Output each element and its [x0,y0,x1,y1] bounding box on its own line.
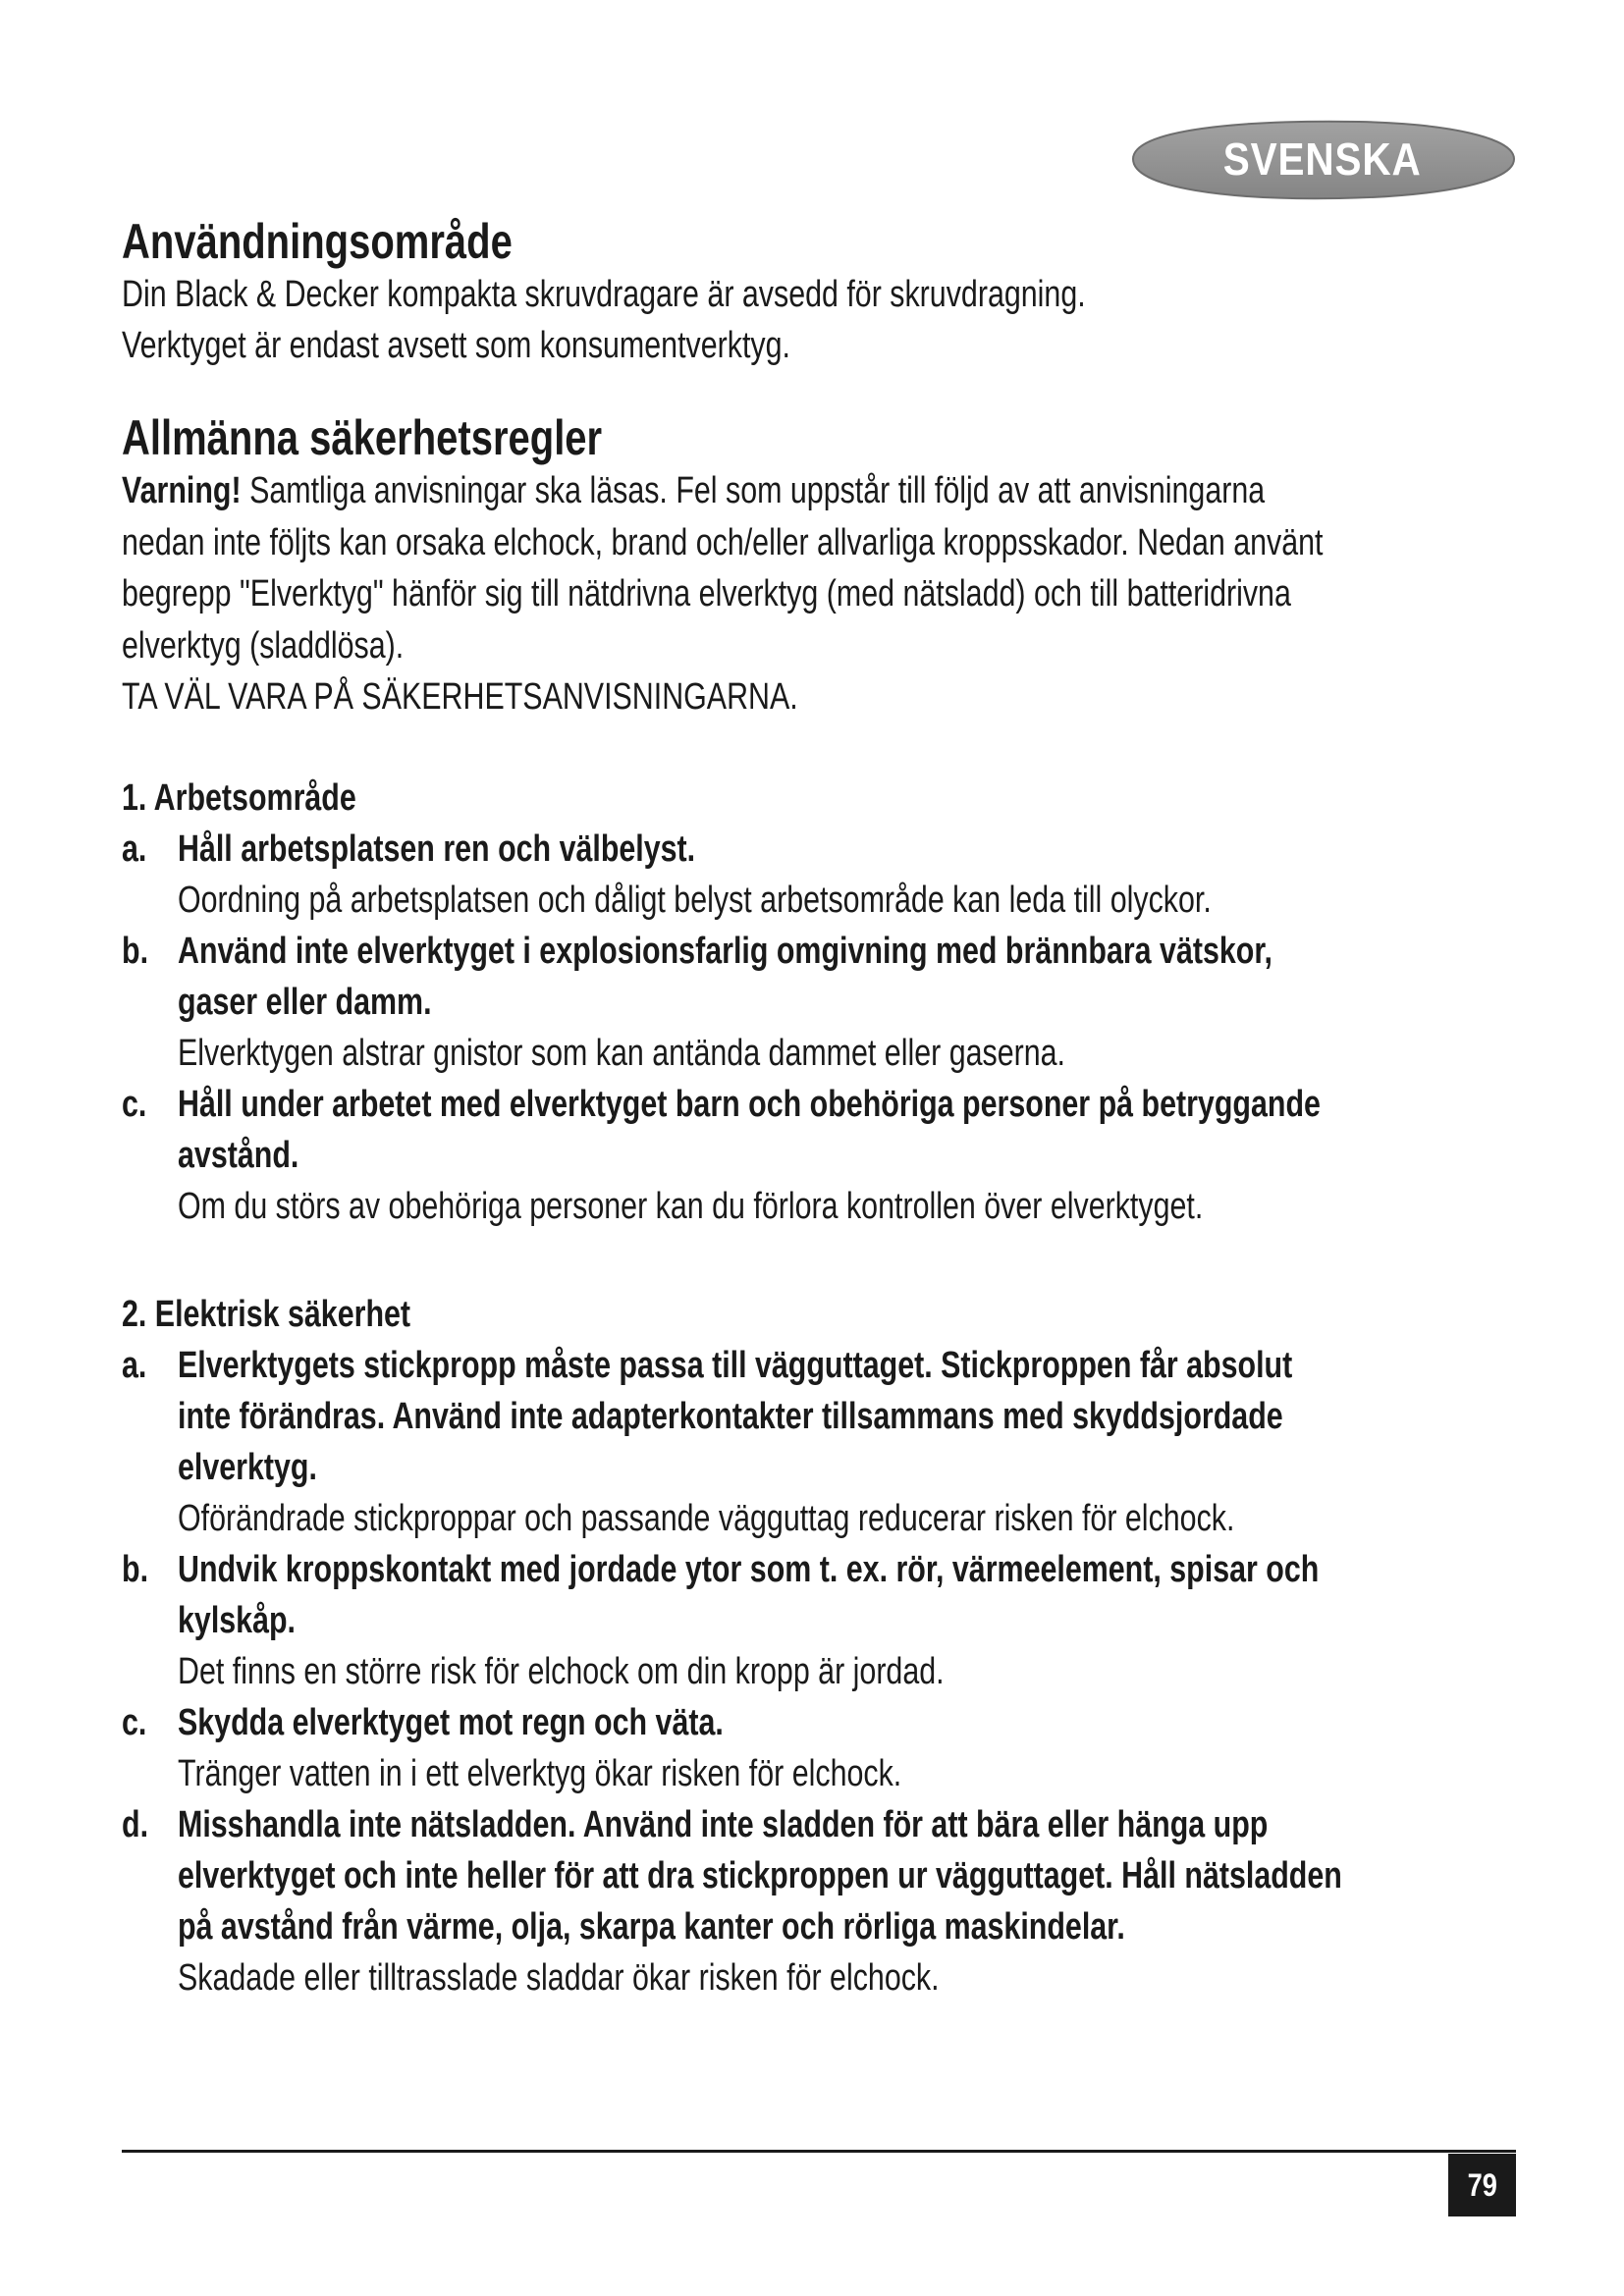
rule-item [122,926,1516,1079]
rule-item [122,1079,1516,1232]
usage-heading: Användningsområde [122,214,513,269]
usage-line: Din Black & Decker kompakta skruvdragare är avsedd för skruvdragning. [122,274,1086,315]
rule-heading: Misshandla inte nätsladden. Använd inte sladden för att bära eller hänga upp [178,1803,1269,1845]
footer-divider [122,2150,1516,2153]
rule-heading: avstånd. [178,1134,299,1176]
rule-description: Skadade eller tilltrasslade sladdar ökar risken för elchock. [178,1956,940,1999]
rule-item [122,1544,1516,1697]
page-content [122,214,1516,2003]
rule-description: Om du störs av obehöriga personer kan du förlora kontrollen över elverktyget. [178,1185,1204,1227]
rule-heading: gaser eller damm. [178,981,432,1023]
rule-heading: Undvik kroppskontakt med jordade ytor som t. ex. rör, värmeelement, spisar och [178,1548,1320,1590]
warning-line: TA VÄL VARA PÅ SÄKERHETSANVISNINGARNA. [122,676,798,718]
rule-item [122,824,1516,926]
rule-letter: a. [122,828,147,870]
rule-letter: c. [122,1083,147,1125]
warning-line: Samtliga anvisningar ska läsas. Fel som uppstår till följd av att anvisningarna [241,470,1266,511]
warning-label: Varning! [122,470,242,511]
rule-heading: inte förändras. Använd inte adapterkontakter tillsammans med skyddsjordade [178,1395,1283,1437]
rule-heading: Håll under arbetet med elverktyget barn och obehöriga personer på betryggande [178,1083,1321,1125]
rule-description: Oförändrade stickproppar och passande vägguttag reducerar risken för elchock. [178,1497,1235,1539]
warning-paragraph [122,465,1516,723]
warning-line: elverktyg (sladdlösa). [122,624,405,667]
page-number-box [1448,2154,1516,2216]
warning-line: nedan inte följts kan orsaka elchock, brand och/eller allvarliga kroppsskador. Nedan använt [122,521,1324,563]
warning-line: begrepp "Elverktyg" hänför sig till nätdrivna elverktyg (med nätsladd) och till batteridrivna [122,573,1291,614]
page-number: 79 [1467,2166,1497,2203]
rule-item [122,1697,1516,1799]
rule-heading: på avstånd från värme, olja, skarpa kanter och rörliga maskindelar. [178,1905,1125,1948]
usage-line: Verktyget är endast avsett som konsumentverktyg. [122,325,790,366]
rule-heading: Skydda elverktyget mot regn och väta. [178,1701,724,1743]
rule-item [122,1799,1516,2003]
rule-heading: Elverktygets stickpropp måste passa till vägguttaget. Stickproppen får absolut [178,1344,1293,1386]
rule-description: Tränger vatten in i ett elverktyg ökar risken för elchock. [178,1752,902,1794]
rule-description: Det finns en större risk för elchock om din kropp är jordad. [178,1650,945,1692]
rule-heading: Håll arbetsplatsen ren och välbelyst. [178,828,696,870]
rule-heading: elverktyget och inte heller för att dra stickproppen ur vägguttaget. Håll nätsladden [178,1854,1342,1896]
rule-letter: d. [122,1803,149,1845]
section-electrical-safety [122,1289,1516,2003]
rule-letter: c. [122,1701,147,1743]
language-badge [1123,116,1522,202]
rule-letter: a. [122,1344,147,1386]
section-title: 2. Elektrisk säkerhet [122,1293,411,1335]
rule-item [122,1340,1516,1544]
rule-heading: Använd inte elverktyget i explosionsfarlig omgivning med brännbara vätskor, [178,930,1272,972]
rule-letter: b. [122,930,149,972]
safety-heading: Allmänna säkerhetsregler [122,410,603,465]
rule-description: Elverktygen alstrar gnistor som kan antända dammet eller gaserna. [178,1032,1065,1074]
rule-heading: kylskåp. [178,1599,296,1641]
section-work-area [122,773,1516,1232]
usage-text [122,269,1516,371]
rule-description: Oordning på arbetsplatsen och dåligt belyst arbetsområde kan leda till olyckor. [178,879,1212,921]
rule-heading: elverktyg. [178,1446,317,1488]
rule-letter: b. [122,1548,149,1590]
language-label: SVENSKA [1223,133,1422,185]
section-title: 1. Arbetsområde [122,776,356,819]
